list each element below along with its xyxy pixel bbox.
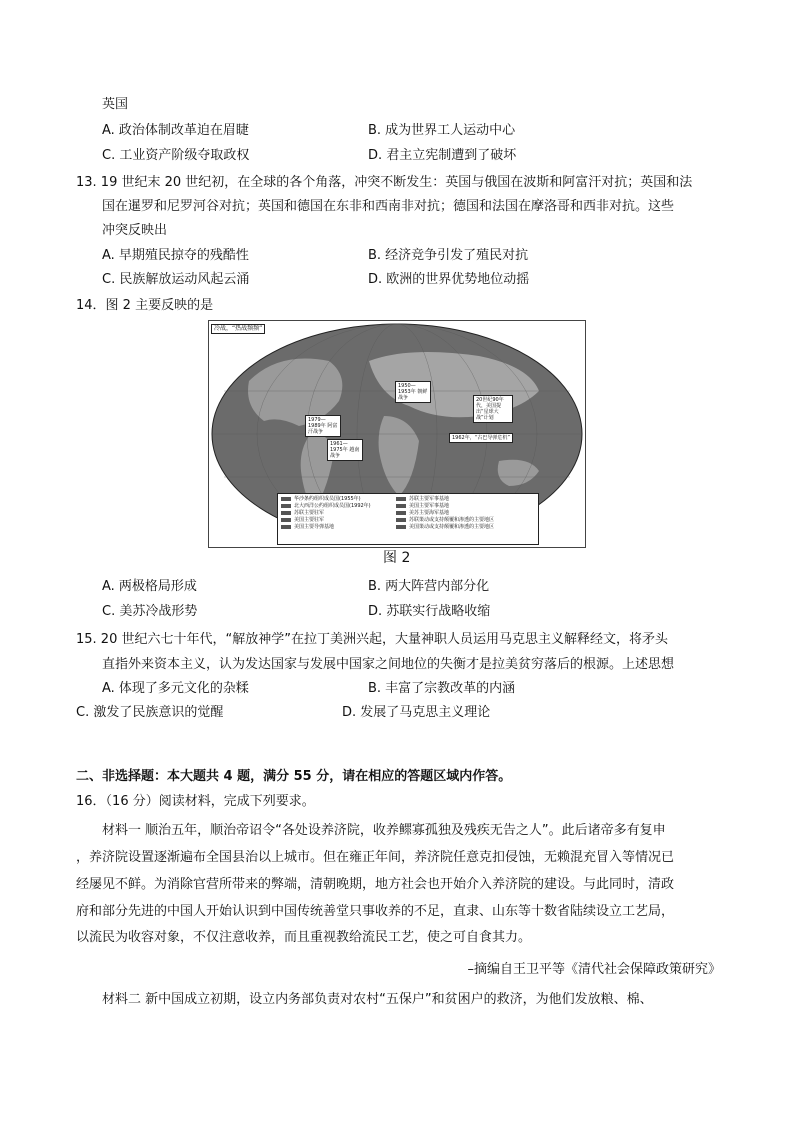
q16-stem: 16．（16 分）阅读材料，完成下列要求。 [76, 794, 315, 809]
q16-material2-line1: 材料二 新中国成立初期，设立内务部负责对农村“五保户”和贫困户的救济，为他们发放粮、棉、 [102, 992, 653, 1007]
q13-stem-line3: 冲突反映出 [102, 223, 168, 238]
map-legend [277, 493, 539, 545]
q13-option-b[interactable]: B. 经济竞争引发了殖民对抗 [368, 248, 529, 263]
q14-option-b[interactable]: B. 两大阵营内部分化 [368, 579, 490, 594]
legend-item: 美苏主要海军基地 [396, 510, 494, 517]
legend-item: 美国主要导弹基地 [281, 524, 371, 531]
legend-item: 苏联策动或支持颠覆和渗透的主要地区 [396, 517, 494, 524]
legend-item: 美国主要驻军 [281, 517, 371, 524]
q12-option-b[interactable]: B. 成为世界工人运动中心 [368, 123, 516, 138]
legend-item: 苏联主要军事基地 [396, 496, 494, 503]
q13-stem-line1: 13. 19 世纪末 20 世纪初，在全球的各个角落，冲突不断发生：英国与俄国在波斯和阿富汗对抗；英国和法 [76, 175, 693, 190]
q14-stem: 14．图 2 主要反映的是 [76, 298, 214, 313]
q13-option-a[interactable]: A. 早期殖民掠夺的残酷性 [102, 248, 249, 263]
q12-option-d[interactable]: D. 君主立宪制遭到了破坏 [368, 148, 517, 163]
legend-item: 美国策动或支持颠覆和渗透的主要地区 [396, 524, 494, 531]
figure-caption: 图 2 [383, 550, 411, 566]
q16-material1-line2: ，养济院设置逐渐遍布全国县治以上城市。但在雍正年间，养济院任意克扣侵蚀，无赖混充冒入等情况已 [76, 850, 675, 865]
legend-item: 苏联主要驻军 [281, 510, 371, 517]
q12-option-c[interactable]: C. 工业资产阶级夺取政权 [102, 148, 250, 163]
q12-stem-end: 英国 [102, 97, 129, 112]
q14-option-a[interactable]: A. 两极格局形成 [102, 579, 197, 594]
q14-option-c[interactable]: C. 美苏冷战形势 [102, 604, 198, 619]
q15-option-a[interactable]: A. 体现了多元文化的杂糅 [102, 681, 249, 696]
q13-option-d[interactable]: D. 欧洲的世界优势地位动摇 [368, 272, 530, 287]
q12-option-a[interactable]: A. 政治体制改革迫在眉睫 [102, 123, 249, 138]
q16-material1-source: –摘编自王卫平等《清代社会保障政策研究》 [467, 962, 721, 977]
map-label-korea: 1950—1953年 朝鲜战争 [395, 381, 431, 403]
legend-item: 美国主要军事基地 [396, 503, 494, 510]
cold-war-world-map-figure [208, 320, 586, 548]
q16-material1-line3: 经屡见不鲜。为消除官营所带来的弊端，清朝晚期，地方社会也开始介入养济院的建设。与此同时，清政 [76, 877, 675, 892]
q15-option-d[interactable]: D. 发展了马克思主义理论 [342, 705, 491, 720]
section2-heading: 二、非选择题：本大题共 4 题，满分 55 分，请在相应的答题区域内作答。 [76, 769, 512, 784]
q14-option-d[interactable]: D. 苏联实行战略收缩 [368, 604, 491, 619]
q16-material1-line5: 以流民为收容对象，不仅注意收养，而且重视教给流民工艺，使之可自食其力。 [76, 930, 532, 945]
q16-material1-line4: 府和部分先进的中国人开始认识到中国传统善堂只事收养的不足，直隶、山东等十数省陆续设立工艺局， [76, 904, 675, 919]
legend-item: 华沙条约组织成员国(1955年) [281, 496, 371, 503]
map-label-vietnam: 1961—1975年 越南战争 [327, 439, 363, 461]
q16-material1-line1: 材料一 顺治五年，顺治帝诏令“各处设养济院，收养鳏寡孤独及残疾无告之人”。此后诸帝多有复申 [102, 823, 666, 838]
q15-option-c[interactable]: C. 激发了民族意识的觉醒 [76, 705, 224, 720]
q13-option-c[interactable]: C. 民族解放运动风起云涌 [102, 272, 250, 287]
q13-stem-line2: 国在暹罗和尼罗河谷对抗；英国和德国在东非和西南非对抗；德国和法国在摩洛哥和西非对抗。这些 [102, 199, 675, 214]
map-label-cuba: 1962年，“古巴导弹危机” [449, 433, 513, 443]
q15-stem-line2: 直指外来资本主义，认为发达国家与发展中国家之间地位的失衡才是拉美贫穷落后的根源。上述思想 [102, 657, 675, 672]
q15-option-b[interactable]: B. 丰富了宗教改革的内涵 [368, 681, 516, 696]
map-label-star-wars: 20世纪90年代，美国提出“星球大战”计划 [473, 395, 513, 423]
legend-item: 北大西洋公约组织成员国(1992年) [281, 503, 371, 510]
q15-stem-line1: 15. 20 世纪六七十年代，“解放神学”在拉丁美洲兴起，大量神职人员运用马克思主义解释经文，将矛头 [76, 632, 668, 647]
map-title-label: 冷战，“热战频频” [211, 324, 265, 334]
map-label-afghanistan: 1979—1989年 阿富汗战争 [305, 415, 341, 437]
